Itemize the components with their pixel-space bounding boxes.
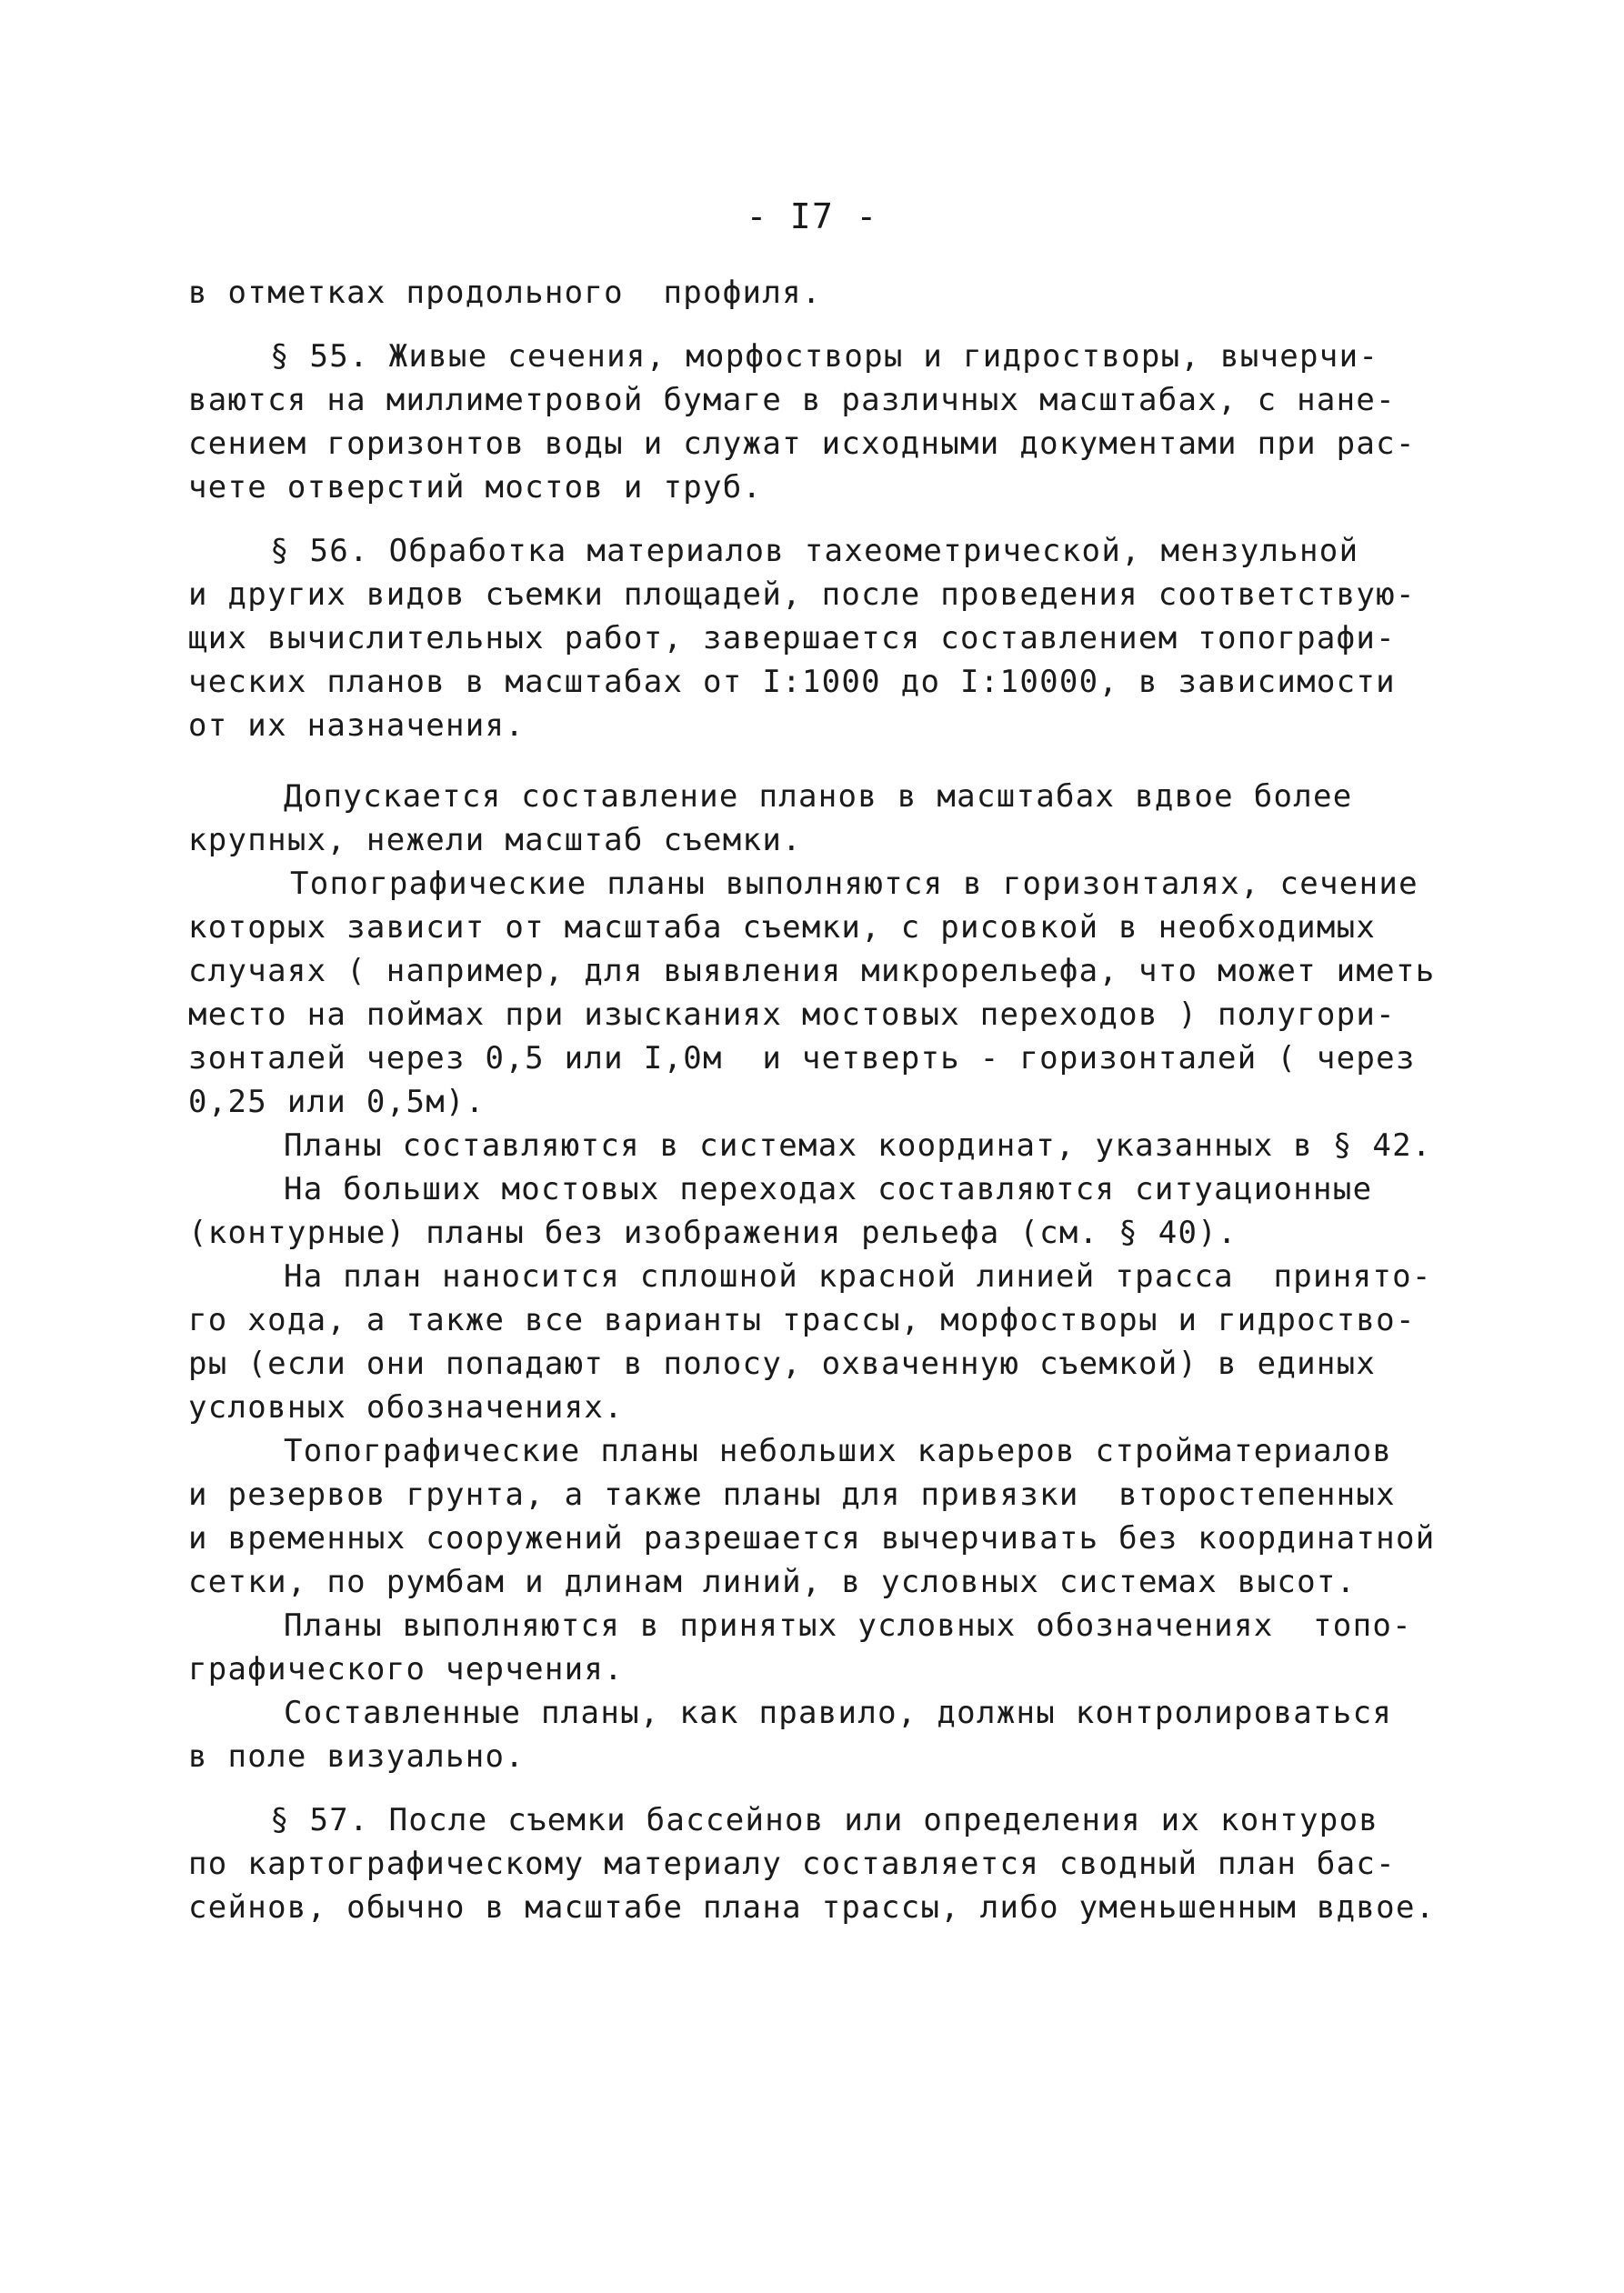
paragraph-gap: [188, 509, 1425, 529]
text-line: (контурные) планы без изображения рельефа (см. § 40).: [188, 1215, 1238, 1251]
paragraph-gap: [188, 315, 1425, 335]
text-line: условных обозначениях.: [188, 1389, 624, 1426]
text-line: На план наносится сплошной красной линией трасса принято-: [284, 1258, 1432, 1295]
text-line: § 55. Живые сечения, морфостворы и гидростворы, вычерчи-: [270, 338, 1379, 375]
paragraph-55: [188, 335, 1425, 509]
text-line: Допускается составление планов в масштабах вдвое более: [284, 778, 1353, 815]
text-line: которых зависит от масштаба съемки, с рисовкой в необходимых: [188, 909, 1377, 946]
paragraph-contours: [188, 862, 1436, 1124]
text-line: крупных, нежели масштаб съемки.: [188, 822, 802, 858]
text-line: Планы составляются в системах координат, указанных в § 42.: [284, 1127, 1432, 1164]
document-body: [188, 271, 1436, 1929]
paragraph-scale-permission: [188, 775, 1425, 862]
text-line: в поле визуально.: [188, 1738, 526, 1775]
paragraph-quarries: [188, 1429, 1436, 1604]
text-line: го хода, а также все варианты трассы, морфостворы и гидроство-: [188, 1302, 1416, 1338]
text-line: в отметках продольного профиля.: [188, 275, 822, 311]
text-line: ваются на миллиметровой бумаге в различных масштабах, с нане-: [188, 382, 1396, 418]
paragraph-route: [188, 1255, 1432, 1429]
text-line: случаях ( например, для выявления микрорельефа, что может иметь: [188, 953, 1436, 989]
text-line: и других видов съемки площадей, после проведения соответствую-: [188, 576, 1416, 613]
text-line: сением горизонтов воды и служат исходными документами при рас-: [188, 426, 1416, 462]
text-line: и временных сооружений разрешается вычерчивать без координатной: [188, 1520, 1436, 1557]
paragraph-symbols: [188, 1604, 1425, 1691]
text-line: Планы выполняются в принятых условных обозначениях топо-: [284, 1607, 1412, 1644]
page-number: - I7 -: [746, 196, 878, 236]
paragraph-coordinates: [188, 1124, 1432, 1167]
text-line: Топографические планы выполняются в горизонталях, сечение: [290, 866, 1418, 902]
text-line: Топографические планы небольших карьеров стройматериалов: [284, 1433, 1393, 1469]
text-line: сетки, по румбам и длинам линий, в условных системах высот.: [188, 1564, 1357, 1600]
text-line: место на поймах при изысканиях мостовых переходов ) полугори-: [188, 996, 1396, 1033]
text-line: щих вычислительных работ, завершается составлением топографи-: [188, 620, 1396, 656]
text-line: § 56. Обработка материалов тахеометрической, мензульной: [270, 533, 1359, 569]
paragraph-56: [188, 529, 1425, 747]
text-line: графического черчения.: [188, 1651, 624, 1687]
text-line: и резервов грунта, а также планы для привязки второстепенных: [188, 1477, 1396, 1513]
text-line: по картографическому материалу составляется сводный план бас-: [188, 1846, 1396, 1882]
text-line: от их назначения.: [188, 707, 526, 744]
text-line: чете отверстий мостов и труб.: [188, 469, 763, 506]
paragraph-field-control: [188, 1691, 1425, 1778]
text-line: Составленные планы, как правило, должны контролироваться: [284, 1695, 1393, 1731]
paragraph-situational-plans: [188, 1167, 1425, 1255]
text-line: ры (если они попадают в полосу, охваченную съемкой) в единых: [188, 1346, 1377, 1382]
text-line: На больших мостовых переходах составляются ситуационные: [284, 1171, 1373, 1207]
paragraph-57: [188, 1798, 1436, 1929]
paragraph-gap: [188, 747, 1425, 775]
text-line: § 57. После съемки бассейнов или определения их контуров: [270, 1802, 1379, 1838]
text-line: сейнов, обычно в масштабе плана трассы, либо уменьшенным вдвое.: [188, 1889, 1436, 1926]
paragraph-gap: [188, 1778, 1425, 1798]
text-line: 0,25 или 0,5м).: [188, 1084, 486, 1120]
text-line: ческих планов в масштабах от I:1000 до I:10000, в зависимости: [188, 664, 1396, 700]
text-line: зонталей через 0,5 или I,0м и четверть - горизонталей ( через: [188, 1040, 1416, 1076]
